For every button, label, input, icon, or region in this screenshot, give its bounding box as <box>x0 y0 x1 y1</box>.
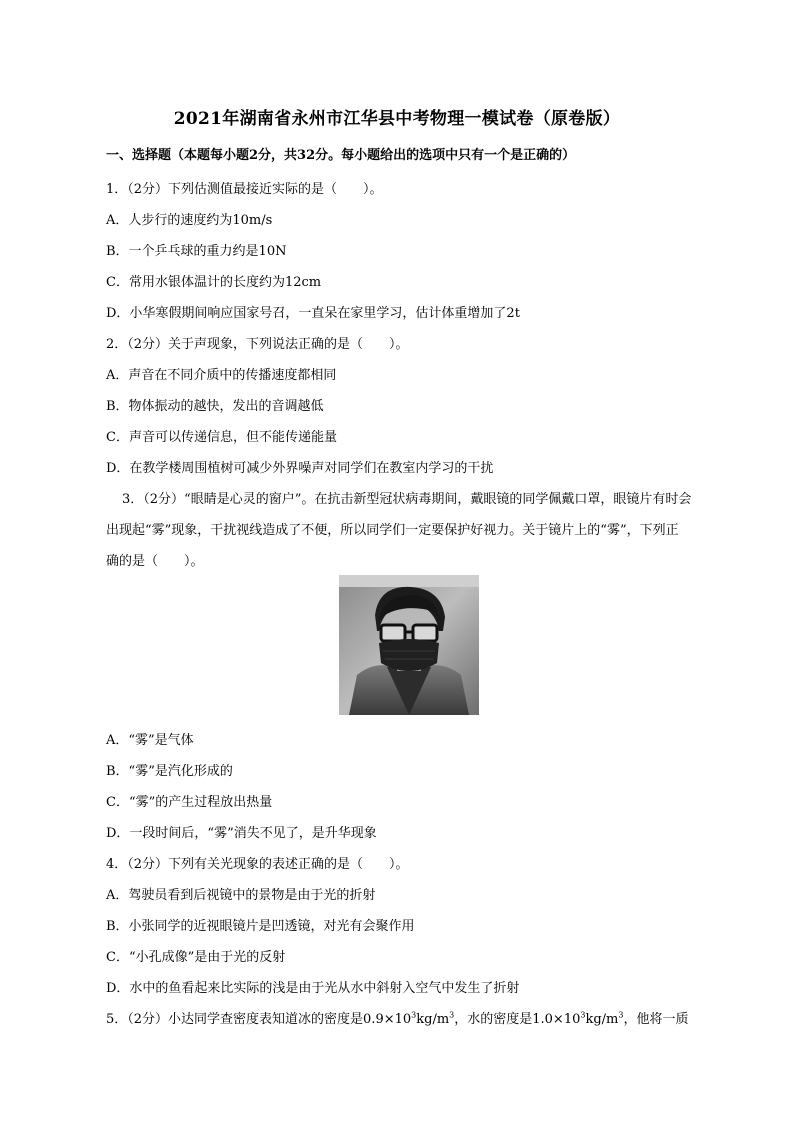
question-2-option-a: A．声音在不同介质中的传播速度都相同 <box>106 368 337 383</box>
question-3-option-d: D．一段时间后，“雾”消失不见了，是升华现象 <box>106 826 377 841</box>
question-3-stem-line-1: 3．（2分）“眼睛是心灵的窗户”。在抗击新型冠状病毒期间，戴眼镜的同学佩戴口罩，眼镜片有时会 <box>122 492 692 507</box>
masked-student-photo <box>339 575 479 715</box>
section-heading: 一、选择题（本题每小题2分，共32分。每小题给出的选项中只有一个是正确的） <box>106 148 576 163</box>
question-1-option-c: C．常用水银体温计的长度约为12cm <box>106 275 322 290</box>
question-3-stem-line-2: 出现起“雾”现象，干扰视线造成了不便，所以同学们一定要保护好视力。关于镜片上的“雾”，下列正 <box>106 523 679 538</box>
question-4-option-b: B．小张同学的近视眼镜片是凹透镜，对光有会聚作用 <box>106 919 415 934</box>
question-3-stem-line-3: 确的是（ ）。 <box>106 554 204 569</box>
question-4-option-c: C．“小孔成像”是由于光的反射 <box>106 950 286 965</box>
question-1-option-b: B．一个乒乓球的重力约是10N <box>106 244 287 259</box>
question-2-option-d: D．在教学楼周围植树可减少外界噪声对同学们在教室内学习的干扰 <box>106 461 494 476</box>
question-3-option-c: C．“雾”的产生过程放出热量 <box>106 795 273 810</box>
question-1-option-d: D．小华寒假期间响应国家号召，一直呆在家里学习，估计体重增加了2t <box>106 306 520 321</box>
q5-sup-1: 3 <box>411 1010 417 1020</box>
q5-text-3: ，水的密度是1.0×10 <box>454 1012 581 1027</box>
q5-sup-2: 3 <box>449 1010 455 1020</box>
q5-text-1: 5．（2分）小达同学查密度表知道冰的密度是0.9×10 <box>106 1012 412 1027</box>
question-1-stem: 1．（2分）下列估测值最接近实际的是（ ）。 <box>106 182 383 197</box>
question-2-stem: 2．（2分）关于声现象，下列说法正确的是（ ）。 <box>106 337 409 352</box>
question-5-stem <box>106 1008 688 1027</box>
q5-sup-4: 3 <box>618 1010 624 1020</box>
q5-text-5: ，他将一质 <box>623 1012 689 1027</box>
question-1-option-a: A．人步行的速度约为10m/s <box>106 213 273 228</box>
question-3-option-a: A．“雾”是气体 <box>106 733 194 748</box>
page-title: 2021年湖南省永州市江华县中考物理一模试卷（原卷版） <box>173 109 621 129</box>
q5-sup-3: 3 <box>580 1010 586 1020</box>
question-4-option-d: D．水中的鱼看起来比实际的浅是由于光从水中斜射入空气中发生了折射 <box>106 981 520 996</box>
question-2-option-b: B．物体振动的越快，发出的音调越低 <box>106 399 324 414</box>
q5-text-4: kg/m <box>585 1012 619 1027</box>
question-3-option-b: B．“雾”是汽化形成的 <box>106 764 233 779</box>
question-2-option-c: C．声音可以传递信息，但不能传递能量 <box>106 430 337 445</box>
photo-illustration <box>339 575 479 715</box>
q5-text-2: kg/m <box>416 1012 450 1027</box>
question-4-stem: 4．（2分）下列有关光现象的表述正确的是（ ）。 <box>106 857 409 872</box>
question-4-option-a: A．驾驶员看到后视镜中的景物是由于光的折射 <box>106 888 376 903</box>
